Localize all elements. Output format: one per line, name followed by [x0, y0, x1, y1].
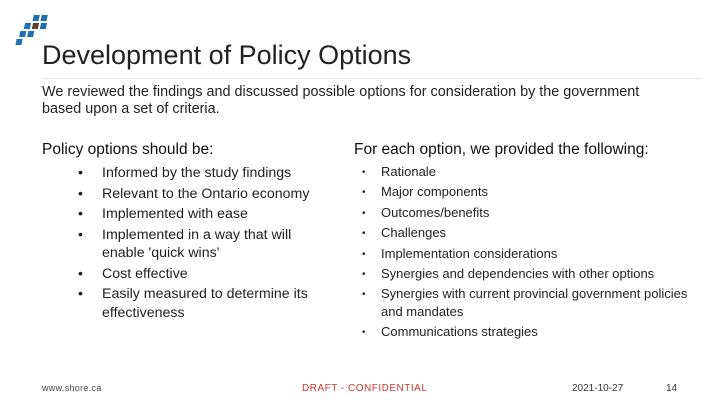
slide-title: Development of Policy Options	[42, 40, 412, 70]
bullet-icon: •	[362, 248, 366, 260]
list-item	[362, 323, 692, 340]
list-item-text: Informed by the study findings	[102, 165, 292, 181]
title-divider	[42, 78, 702, 79]
footer-confidential-label: DRAFT - CONFIDENTIAL	[302, 383, 428, 394]
bullet-icon: •	[362, 327, 366, 339]
bullet-icon: •	[362, 207, 366, 219]
bullet-icon: •	[78, 226, 83, 243]
right-bullet-list	[362, 163, 692, 344]
right-column-heading: For each option, we provided the following:	[354, 141, 649, 158]
bullet-icon: •	[78, 165, 83, 181]
list-item-text: Synergies and dependencies with other options	[381, 266, 655, 282]
bullet-icon: •	[78, 286, 83, 302]
bullet-icon: •	[78, 206, 83, 222]
list-item-text: Synergies with current provincial government policies and mandates	[381, 286, 688, 319]
left-bullet-list	[78, 164, 313, 324]
list-item-text: Implementation considerations	[381, 245, 558, 261]
list-item-text: Challenges	[381, 225, 447, 241]
list-item	[362, 183, 692, 200]
footer-date: 2021-10-27	[572, 383, 624, 394]
list-item	[362, 204, 692, 221]
bullet-icon: •	[362, 289, 366, 301]
list-item	[362, 265, 692, 282]
list-item-text: Communications strategies	[381, 324, 538, 340]
bullet-icon: •	[78, 265, 83, 282]
list-item	[362, 285, 692, 320]
list-item-text: Outcomes/benefits	[381, 204, 490, 220]
list-item-text: Relevant to the Ontario economy	[102, 185, 310, 202]
bullet-icon: •	[362, 167, 366, 178]
list-item-text: Implemented in a way that will enable 'quick wins'	[102, 226, 292, 261]
bullet-icon: •	[362, 187, 366, 199]
list-item-text: Cost effective	[102, 265, 188, 282]
list-item	[78, 265, 313, 284]
intro-paragraph: We reviewed the findings and discussed possible options for consideration by the government based upon a set of criteria.	[42, 84, 640, 117]
bullet-icon: •	[362, 269, 366, 281]
list-item	[362, 224, 692, 241]
list-item	[78, 205, 313, 224]
footer-website: www.shore.ca	[42, 383, 102, 393]
list-item	[362, 163, 692, 180]
left-column-heading: Policy options should be:	[42, 141, 214, 158]
page-number: 14	[666, 383, 678, 394]
list-item-text: Rationale	[381, 164, 436, 179]
list-item	[362, 245, 692, 262]
list-item	[78, 285, 313, 322]
list-item	[78, 226, 313, 263]
list-item-text: Major components	[381, 184, 488, 200]
list-item-text: Easily measured to determine its effectiveness	[102, 286, 308, 321]
list-item-text: Implemented with ease	[102, 206, 248, 222]
list-item	[78, 185, 313, 204]
bullet-icon: •	[362, 228, 366, 240]
bullet-icon: •	[78, 185, 83, 202]
list-item	[78, 164, 313, 183]
